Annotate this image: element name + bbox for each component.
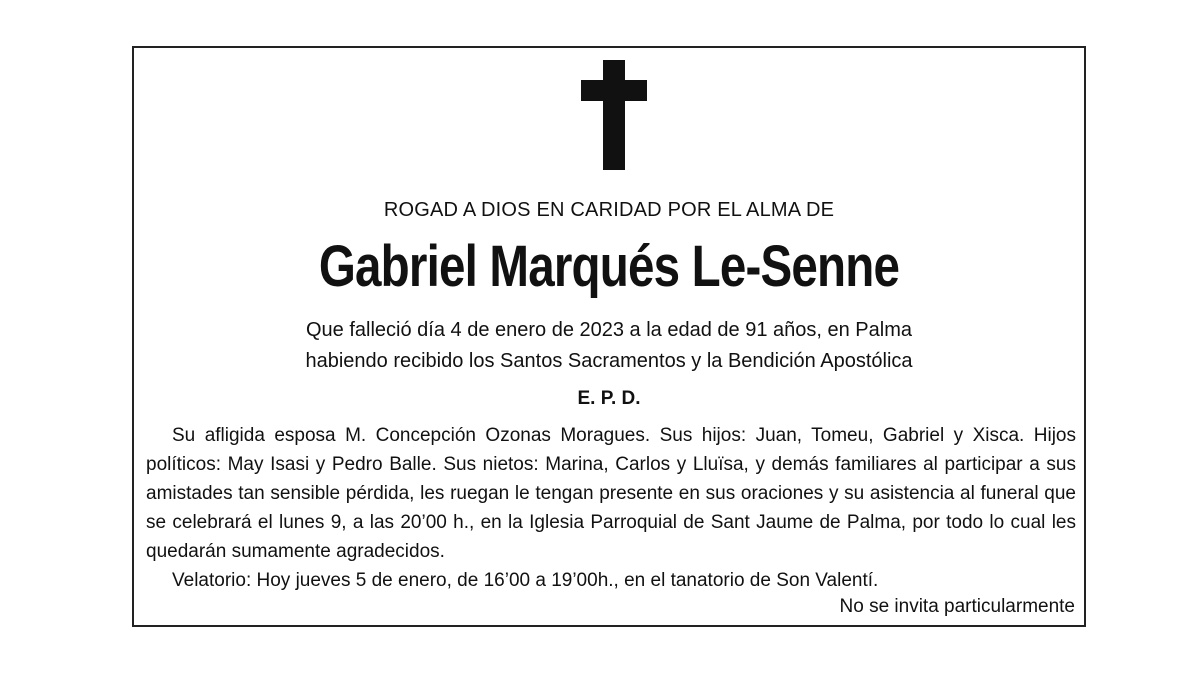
notice-body	[146, 421, 1076, 595]
death-details: Que falleció día 4 de enero de 2023 a la edad de 91 años, en Palma	[305, 319, 912, 341]
sacraments-details: habiendo recibido los Santos Sacramentos y la Bendición Apostólica	[305, 350, 913, 372]
family-paragraph: Su afligida esposa M. Concepción Ozonas Moragues. Sus hijos: Juan, Tomeu, Gabriel y Xisca. Hijos políticos: May Isasi y Pedro Balle. Sus nietos: Marina, Carlos y Lluïsa, y demás familiares al participar a sus amistades tan sensible pérdida, les ruegan le tengan presente en sus oraciones y su asistencia al funeral que se celebrará el lunes 9, a las 20’00 h., en la Iglesia Parroquial de Sant Jaume de Palma, por todo lo cual les quedarán sumamente agradecidos.	[146, 425, 1076, 562]
obituary-notice	[132, 46, 1086, 627]
wake-paragraph: Velatorio: Hoy jueves 5 de enero, de 16’00 a 19’00h., en el tanatorio de Son Valentí.	[172, 570, 879, 591]
latin-cross-icon	[581, 60, 647, 170]
prayer-heading: ROGAD A DIOS EN CARIDAD POR EL ALMA DE	[383, 199, 835, 221]
epd-abbreviation: E. P. D.	[577, 388, 641, 409]
deceased-name: Gabriel Marqués Le-Senne	[318, 234, 900, 299]
closing-note: No se invita particularmente	[839, 596, 1075, 617]
